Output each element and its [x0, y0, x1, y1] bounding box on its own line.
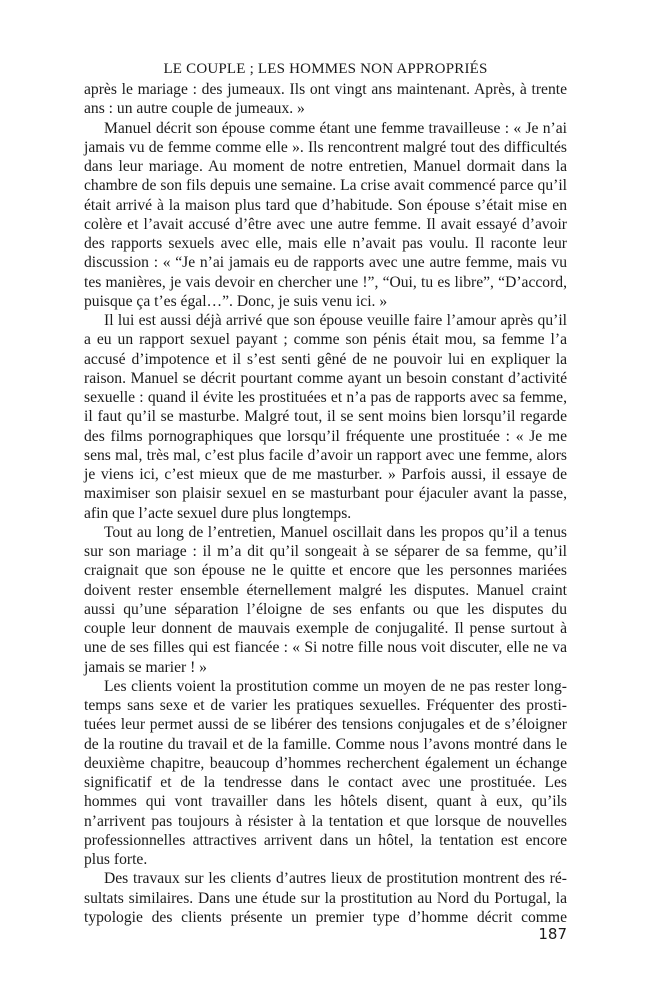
- text-line: jamais vu de femme comme elle ». Ils rencontrent malgré tout des difficultés: [84, 138, 567, 156]
- paragraph: [84, 119, 567, 312]
- text-line: discussion : « “Je n’ai jamais eu de rapports avec une autre femme, mais vu: [84, 254, 567, 272]
- text-line: professionnelles attractives arrivent dans un hôtel, la tentation est encore: [84, 831, 567, 849]
- text-line: doivent rester ensemble éternellement malgré les disputes. Manuel craint: [84, 581, 567, 599]
- text-line: tes manières, je vais devoir en chercher une !”, “Oui, tu es libre”, “D’accord,: [84, 273, 567, 291]
- text-line: Manuel décrit son épouse comme étant une femme travailleuse : « Je n’ai: [104, 119, 567, 137]
- body-text: [84, 80, 567, 927]
- text-line: significatif et de la tendresse dans le contact avec une prostituée. Les: [84, 774, 567, 791]
- text-line: puisque ça t’es égal…”. Donc, je suis venu ici. »: [84, 292, 388, 310]
- text-line: Il lui est aussi déjà arrivé que son épouse veuille faire l’amour après qu’il: [104, 312, 567, 329]
- text-line: afin que l’acte sexuel dure plus longtemps.: [84, 504, 352, 522]
- text-line: hommes qui vont travailler dans les hôtels disent, quant à eux, qu’ils: [84, 793, 567, 811]
- paragraph: [84, 311, 567, 523]
- text-line: maximiser son plaisir sexuel en se masturbant pour éjaculer avant la passe,: [84, 485, 567, 503]
- text-line: après le mariage : des jumeaux. Ils ont vingt ans maintenant. Après, à trente: [84, 81, 567, 98]
- paragraph: [84, 869, 567, 927]
- text-line: des films pornographiques que lorsqu’il fréquente une prostituée : « Je me: [84, 427, 567, 445]
- text-line: il faut qu’il se masturbe. Malgré tout, il se sent moins bien lorsqu’il regarde: [84, 408, 567, 426]
- text-line: sur son mariage : il m’a dit qu’il songeait à se séparer de sa femme, qu’il: [84, 543, 567, 560]
- paragraph: [84, 523, 567, 677]
- text-line: une de ses filles qui est fiancée : « Si notre fille nous voit discuter, elle ne va: [84, 639, 567, 657]
- text-line: sens mal, très mal, c’est plus facile d’avoir un rapport avec une femme, alors: [84, 446, 567, 464]
- text-line: je viens ici, c’est mieux que de me masturber. » Parfois aussi, il essaye de: [84, 466, 567, 483]
- text-line: temps sans sexe et de varier les pratiques sexuelles. Fréquenter des prosti-: [84, 697, 567, 714]
- text-line: de la routine du travail et de la famille. Comme nous l’avons montré dans le: [84, 735, 567, 753]
- paragraph: [84, 677, 567, 870]
- text-line: Les clients voient la prostitution comme un moyen de ne pas rester long-: [104, 677, 567, 695]
- text-line: des rapports sexuels avec elle, mais elle n’avait pas voulu. Il raconte leur: [84, 235, 567, 252]
- text-line: colère et l’avait accusé d’être avec une autre femme. Il avait essayé d’avoir: [84, 215, 567, 233]
- text-line: aussi qu’une séparation l’éloigne de ses enfants ou que les disputes du: [84, 600, 567, 618]
- running-header: LE COUPLE ; LES HOMMES NON APPROPRIÉS: [163, 61, 488, 77]
- text-line: accusé d’impotence et il s’est senti gêné de ne pouvoir lui en expliquer la: [84, 350, 567, 368]
- text-line: tuées leur permet aussi de se libérer des tensions conjugales et de s’éloigner: [84, 716, 567, 734]
- text-line: ans : un autre couple de jumeaux. »: [84, 100, 305, 118]
- text-line: sultats similaires. Dans une étude sur la prostitution au Nord du Portugal, la: [84, 889, 567, 907]
- text-line: a eu un rapport sexuel payant ; comme son pénis était mou, sa femme l’a: [84, 331, 567, 349]
- text-line: plus forte.: [84, 851, 148, 868]
- text-line: Des travaux sur les clients d’autres lieux de prostitution montrent des ré-: [104, 870, 567, 888]
- text-line: jamais se marier ! »: [84, 658, 207, 676]
- text-line: n’arrivent pas toujours à résister à la tentation et que lorsque de nouvelles: [84, 812, 567, 830]
- text-line: typologie des clients présente un premier type d’homme décrit comme: [84, 908, 567, 926]
- text-line: craignait que son épouse ne le quitte et encore que les personnes mariées: [84, 562, 567, 580]
- text-line: deuxième chapitre, beaucoup d’hommes recherchent également un échange: [84, 754, 567, 772]
- text-line: sexuelle : quand il évite les prostituées et n’a pas de rapports avec sa femme,: [84, 389, 567, 406]
- paragraph: [84, 80, 567, 119]
- text-line: chambre de son fils depuis une semaine. La crise avait commencé parce qu’il: [84, 177, 567, 195]
- text-line: était arrivé à la maison plus tard que d’habitude. Son épouse s’était mise en: [84, 196, 567, 214]
- page-number: 187: [538, 925, 567, 943]
- text-line: Tout au long de l’entretien, Manuel oscillait dans les propos qu’il a tenus: [104, 523, 567, 541]
- text-line: raison. Manuel se décrit pourtant comme ayant un besoin constant d’activité: [84, 369, 567, 387]
- text-line: dans leur mariage. Au moment de notre entretien, Manuel dormait dans la: [84, 158, 567, 175]
- text-line: couple leur donnent de mauvais exemple de conjugalité. Il pense surtout à: [84, 620, 567, 637]
